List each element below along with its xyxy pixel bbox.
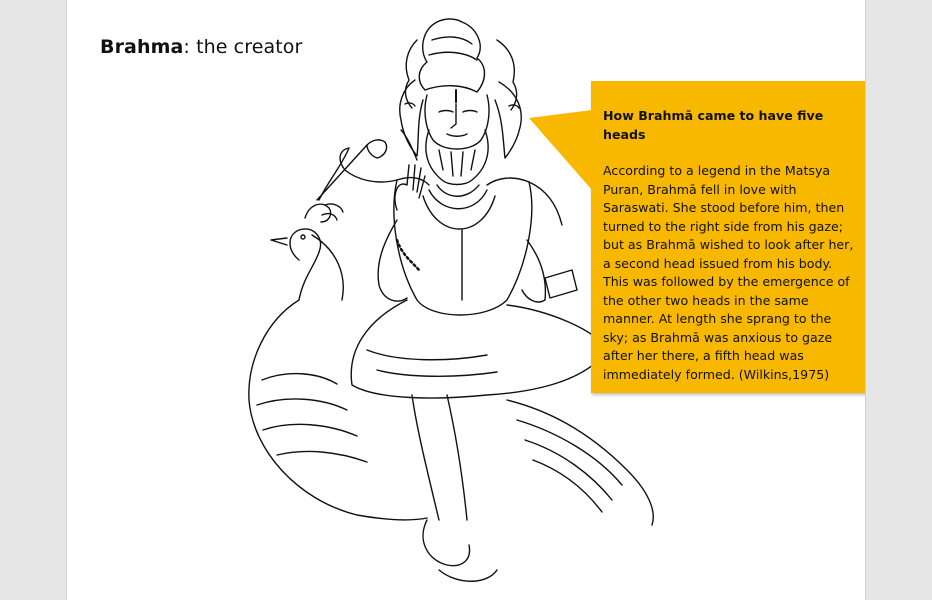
- scepter: [317, 140, 387, 200]
- slide: [67, 0, 865, 600]
- callout-box: [591, 81, 865, 393]
- swan-beak: [271, 238, 287, 245]
- swan-body: [249, 300, 427, 520]
- swan-neck: [290, 229, 321, 300]
- hair-left: [405, 40, 417, 108]
- prayer-beads: [397, 240, 419, 270]
- right-upper-arm: [529, 182, 562, 225]
- callout-heading: How Brahmā came to have five heads: [603, 108, 824, 142]
- swan-tail: [507, 400, 653, 525]
- beard: [426, 130, 488, 185]
- swan-eye: [301, 235, 305, 239]
- raised-hand: [395, 165, 425, 210]
- feet: [423, 520, 469, 566]
- necklace: [437, 185, 479, 196]
- book: [545, 270, 577, 298]
- title-rest: : the creator: [183, 36, 303, 58]
- title-bold: Brahma: [100, 36, 184, 58]
- left-head: [400, 80, 423, 156]
- callout-body: According to a legend in the Matsya Puran, Brahmā fell in love with Saraswati. She stood before him, then turned to the right side from his gaze; but as Brahmā wished to look after her, a second head issued from his body. This was followed by the emergence of the other two heads in the same manner. At length she sprang to the sky; as Brahmā was anxious to gaze after her there, a fifth head was immediately formed. (Wilkins,1975): [603, 163, 854, 382]
- central-face: [425, 95, 489, 149]
- dhoti: [351, 300, 607, 398]
- hair-right: [497, 40, 517, 110]
- left-lower-arm: [378, 220, 407, 301]
- right-lower-arm: [522, 240, 545, 302]
